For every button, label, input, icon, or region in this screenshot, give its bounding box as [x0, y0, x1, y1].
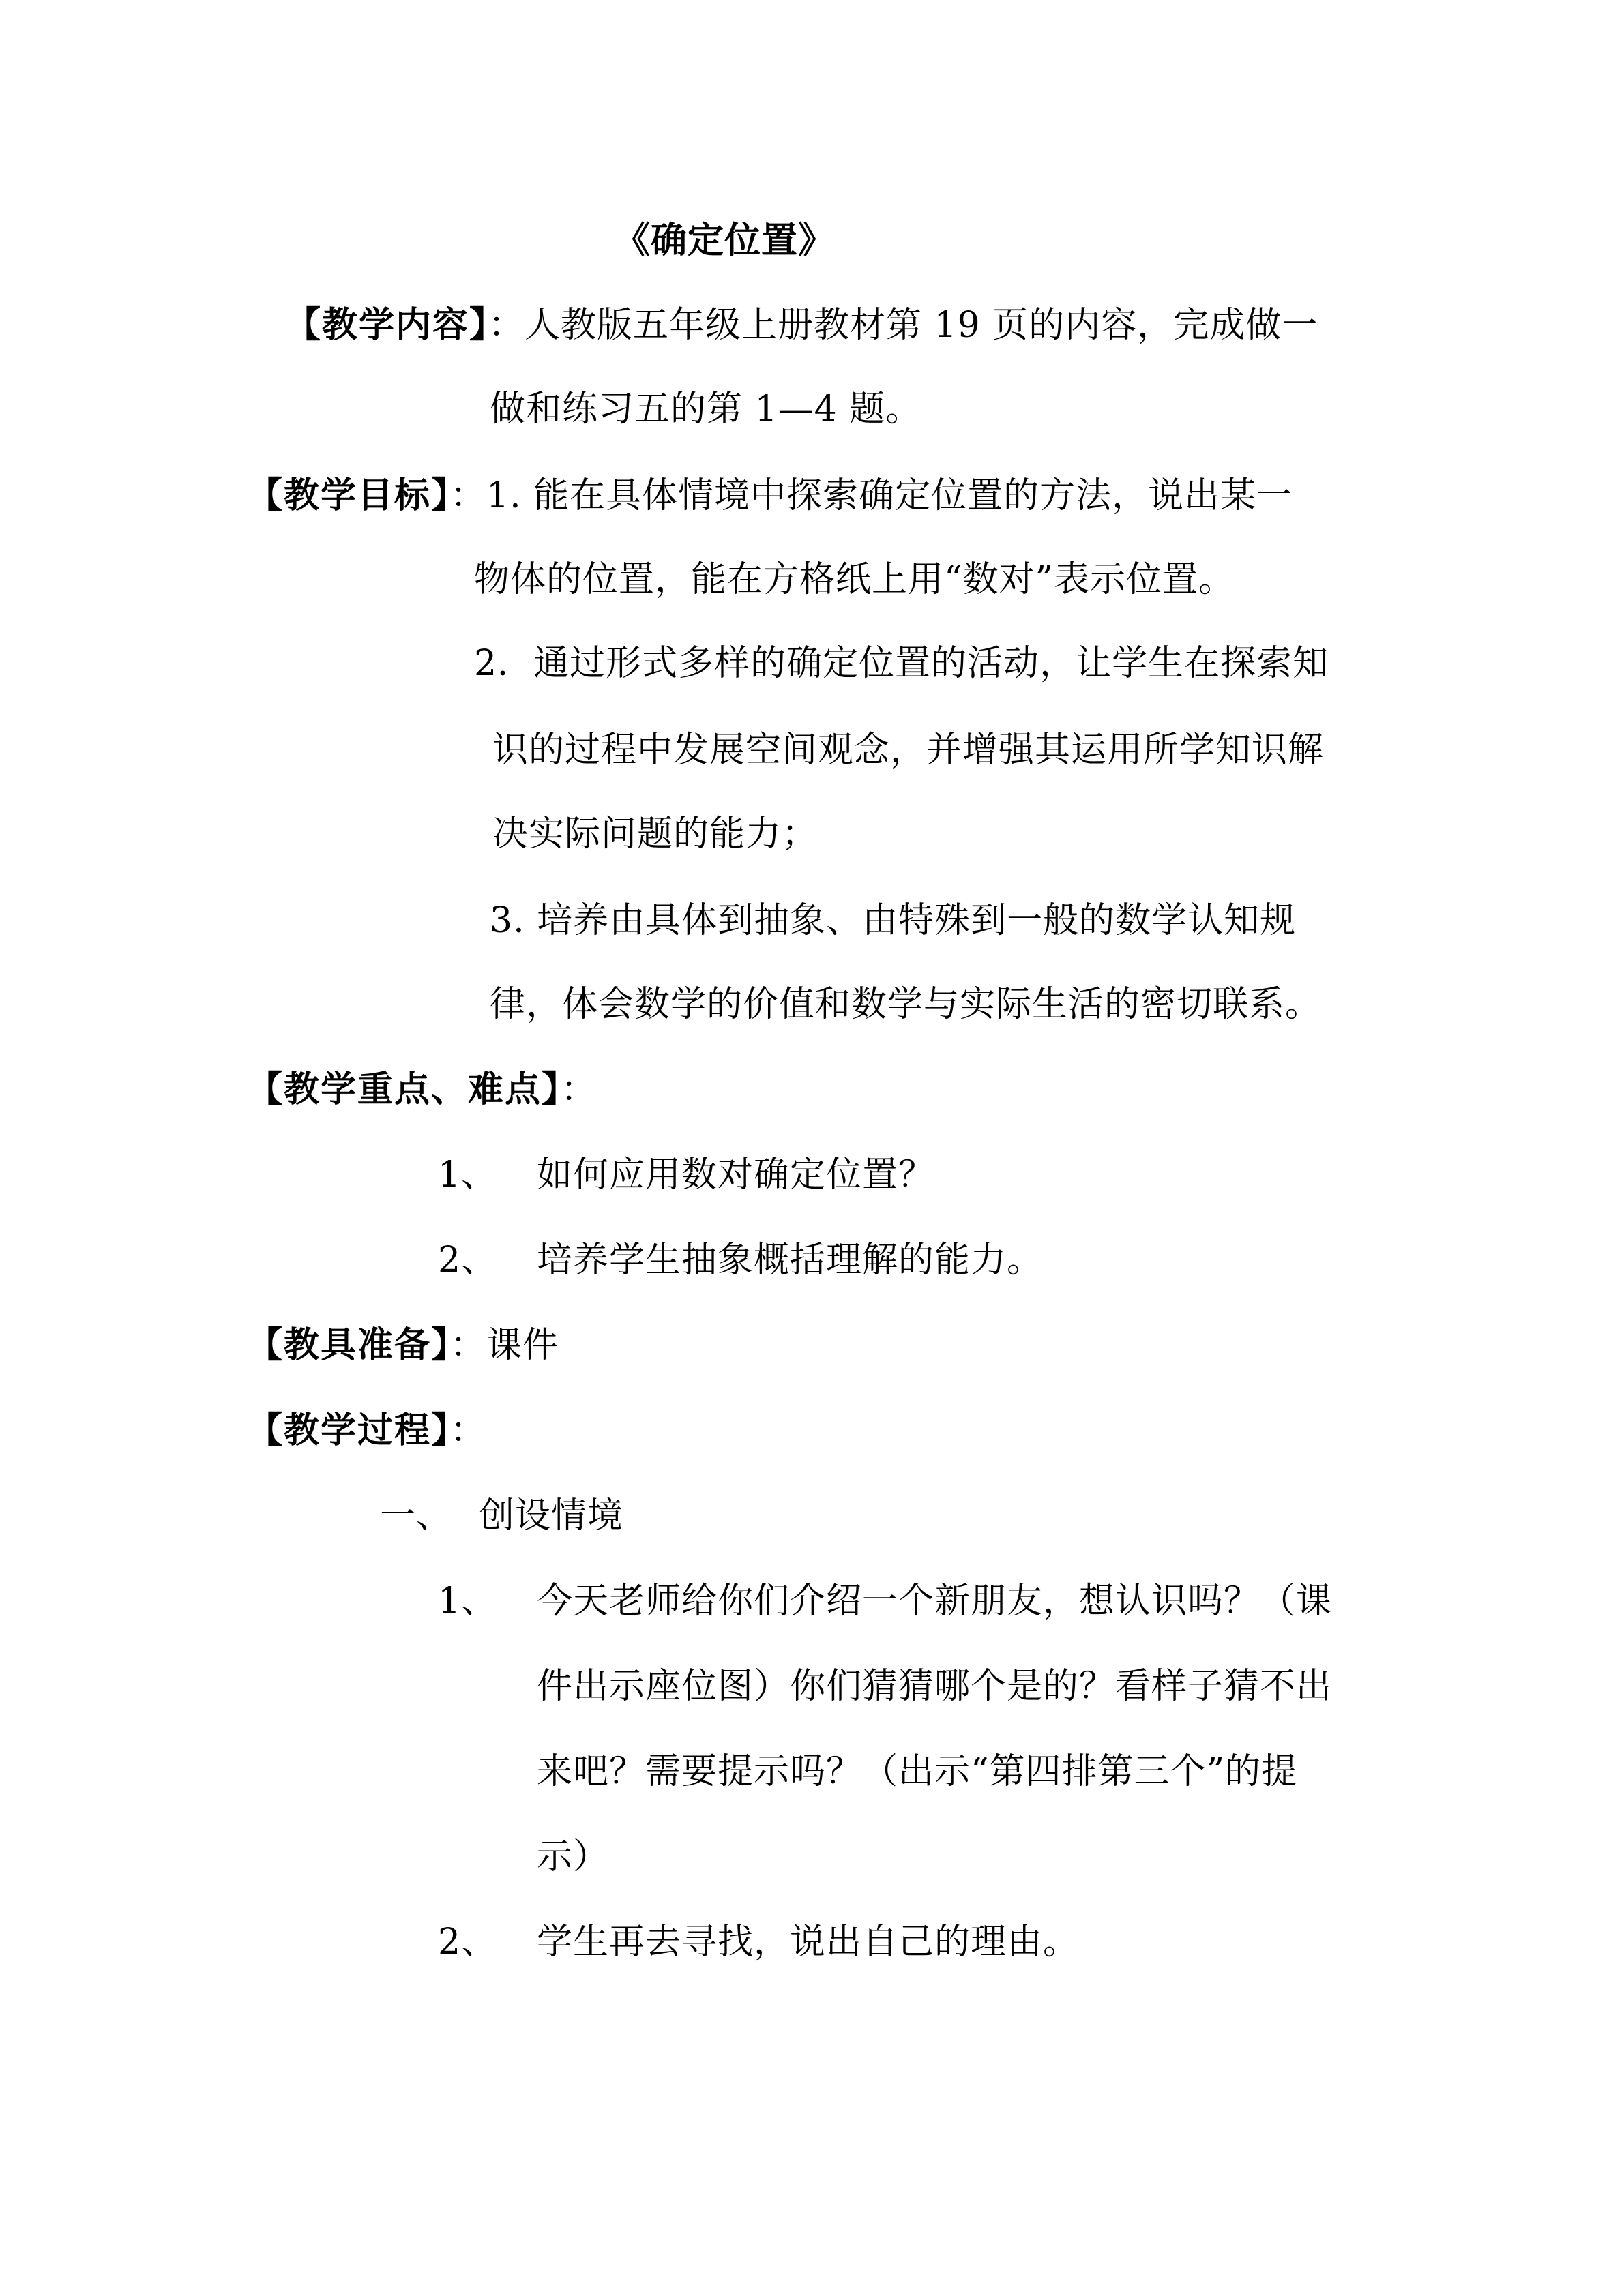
- key-point-2-num: 2、: [438, 1240, 498, 1281]
- document-title: 《确定位置》: [614, 219, 835, 261]
- process-label: 【教学过程】: [247, 1410, 451, 1451]
- materials-label: 【教具准备】: [247, 1325, 451, 1366]
- teaching-goals-row: [247, 468, 1293, 523]
- teaching-content-label: 【教学内容】: [285, 305, 489, 346]
- goal-1-line1: 1. 能在具体情境中探索确定位置的方法，说出某一: [486, 475, 1293, 516]
- step-1-line2: 件出示座位图）你们猜猜哪个是的？看样子猜不出: [537, 1666, 1333, 1707]
- key-point-1-num: 1、: [438, 1154, 498, 1195]
- goal-3-line2: 律，体会数学的价值和数学与实际生活的密切联系。: [490, 984, 1322, 1025]
- process-colon: ：: [450, 1410, 487, 1451]
- key-point-1-text: 如何应用数对确定位置？: [537, 1154, 935, 1195]
- teaching-goals-colon: ：: [450, 475, 487, 516]
- process-row: [247, 1403, 486, 1458]
- step-2-text: 学生再去寻找，说出自己的理由。: [537, 1922, 1080, 1963]
- materials-text: 课件: [486, 1325, 559, 1366]
- goal-2-line1: 2．通过形式多样的确定位置的活动，让学生在探索知: [474, 643, 1329, 684]
- goal-2-line3: 决实际问题的能力；: [492, 814, 818, 854]
- teaching-content-text-line1: 人教版五年级上册教材第 19 页的内容，完成做一: [525, 305, 1318, 346]
- key-point-2-text: 培养学生抽象概括理解的能力。: [537, 1240, 1044, 1281]
- goal-2-line2: 识的过程中发展空间观念，并增强其运用所学知识解: [492, 730, 1325, 771]
- teaching-content-row: [285, 298, 1318, 353]
- step-1-line4: 示）: [537, 1836, 610, 1877]
- step-1-num: 1、: [438, 1581, 498, 1622]
- step-1-line1: 今天老师给你们介绍一个新朋友，想认识吗？（课: [537, 1581, 1333, 1622]
- key-points-colon: ：: [561, 1069, 597, 1110]
- materials-colon: ：: [450, 1325, 487, 1366]
- materials-row: [247, 1318, 559, 1373]
- teaching-content-colon: ：: [488, 305, 525, 346]
- section-1-title: 创设情境: [479, 1495, 624, 1536]
- step-1-line3: 来吧？需要提示吗？（出示“第四排第三个”的提: [537, 1751, 1298, 1792]
- step-2-num: 2、: [438, 1922, 498, 1963]
- key-points-row: [247, 1062, 597, 1117]
- goal-3-line1: 3. 培养由具体到抽象、由特殊到一般的数学认知规: [490, 900, 1297, 941]
- key-points-label: 【教学重点、难点】: [247, 1069, 561, 1110]
- goal-1-line2: 物体的位置，能在方格纸上用“数对”表示位置。: [474, 559, 1235, 600]
- teaching-content-text-line2: 做和练习五的第 1—4 题。: [490, 389, 922, 430]
- teaching-goals-label: 【教学目标】: [247, 475, 451, 516]
- section-1-num: 一、: [380, 1495, 453, 1536]
